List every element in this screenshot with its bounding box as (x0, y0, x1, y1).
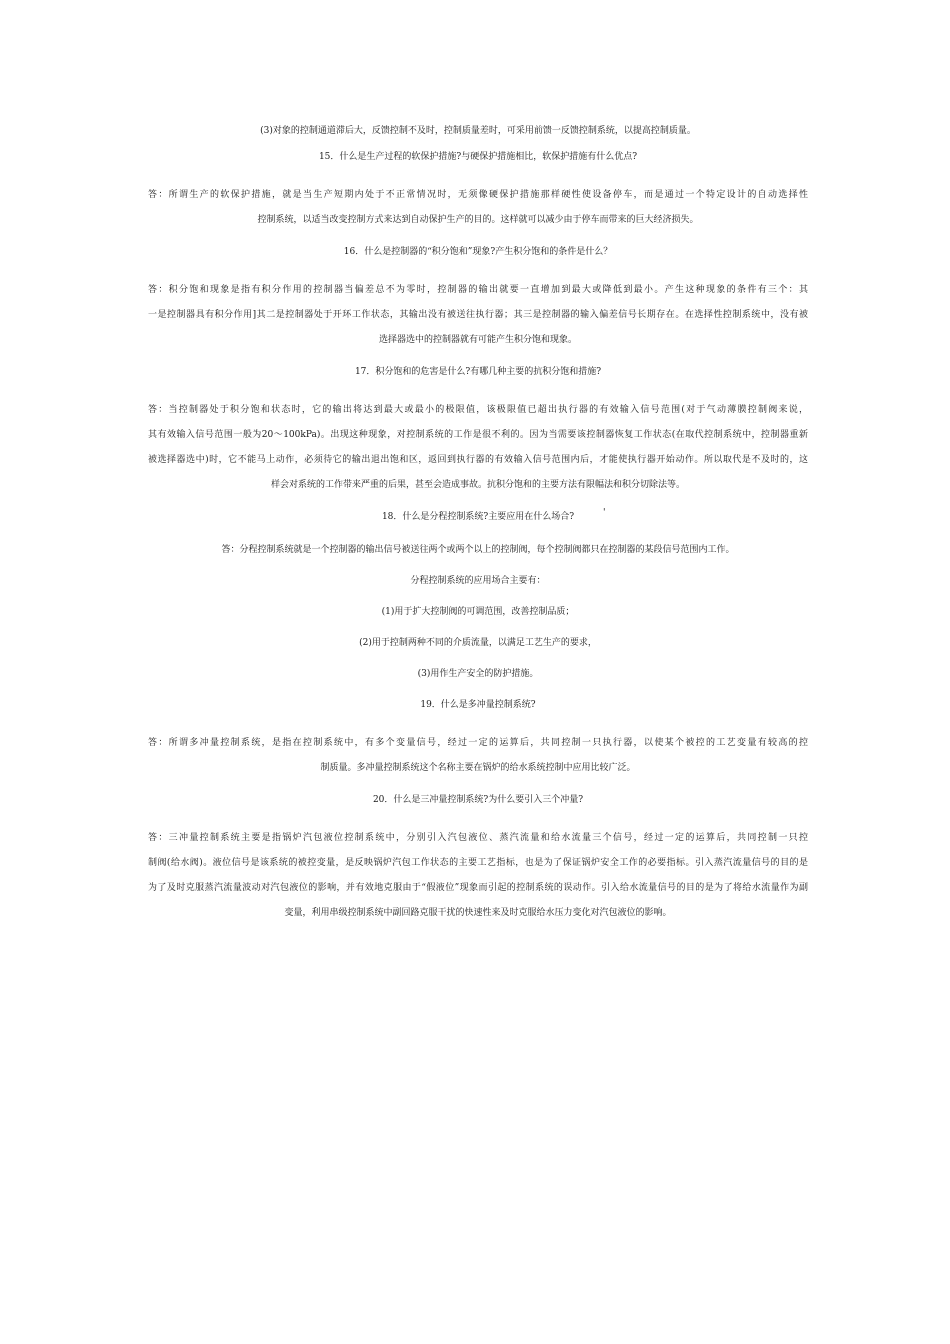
answer-17-line-2: 其有效输入信号范围一般为20～100kPa)。出现这种现象，对控制系统的工作是很不利的。因为当需要该控制器恢复工作状态(在取代控制系统中，控制器重新 (148, 430, 808, 440)
answer-17-line-4: 样会对系统的工作带来严重的后果，甚至会造成事故。抗积分饱和的主要方法有限幅法和积分切除法等。 (270, 480, 685, 490)
question-15: 15．什么是生产过程的软保护措施?与硬保护措施相比，软保护措施有什么优点? (318, 152, 638, 162)
answer-16-line-1: 答：积分饱和现象是指有积分作用的控制器当偏差总不为零时，控制器的输出就要一直增加到最大或降低到最小。产生这种现象的条件有三个：其 (148, 285, 808, 295)
document-body (148, 124, 808, 938)
answer-18: 答：分程控制系统就是一个控制器的输出信号被送往两个或两个以上的控制阀，每个控制阀都只在控制器的某段信号范围内工作。 (221, 545, 735, 555)
answer-17-line-1: 答：当控制器处于积分饱和状态时，它的输出将达到最大或最小的极限值，该极限值已超出执行器的有效输入信号范围(对于气动薄膜控制阀来说， (148, 405, 808, 415)
answer-16-line-3: 选择器选中的控制器就有可能产生积分饱和现象。 (378, 335, 577, 345)
question-18: 18．什么是分程控制系统?主要应用在什么场合? (381, 512, 575, 522)
question-20: 20．什么是三冲量控制系统?为什么要引入三个冲量? (372, 795, 584, 805)
answer-17-line-3: 被选择器选中)时，它不能马上动作，必须待它的输出退出饱和区，返回到执行器的有效输入信号范围内后，才能使执行器开始动作。所以取代是不及时的，这 (148, 455, 808, 465)
answer-20-line-2: 制阀(给水阀)。液位信号是该系统的被控变量，是反映锅炉汽包工作状态的主要工艺指标，也是为了保证锅炉安全工作的必要指标。引入蒸汽流量信号的目的是 (148, 858, 808, 868)
answer-18-item-1: (1)用于扩大控制阀的可调范围，改善控制品质； (381, 607, 575, 617)
answer-18-item-3: (3)用作生产安全的防护措施。 (417, 669, 539, 679)
answer-19 (148, 731, 808, 781)
answer-18-item-2: (2)用于控制两种不同的介质流量，以满足工艺生产的要求， (359, 638, 597, 648)
answer-16 (148, 278, 808, 353)
answer-19-line-1: 答：所谓多冲量控制系统，是指在控制系统中，有多个变量信号，经过一定的运算后，共同控制一只执行器，以使某个被控的工艺变量有较高的控 (148, 738, 808, 748)
answer-20-line-4: 变量，利用串级控制系统中副回路克服干扰的快速性来及时克服给水压力变化对汽包液位的影响。 (284, 908, 672, 918)
answer-16-line-2: 一是控制器具有积分作用]其二是控制器处于开环工作状态，其输出没有被送往执行器；其三是控制器的输入偏差信号长期存在。在选择性控制系统中，没有被 (148, 310, 808, 320)
question-17: 17．积分饱和的危害是什么?有哪几种主要的抗积分饱和措施? (354, 367, 602, 377)
answer-14-item-3: (3)对象的控制通道滞后大，反馈控制不及时，控制质量差时，可采用前馈一反馈控制系统，以提高控制质量。 (260, 126, 696, 136)
answer-15-line-2: 控制系统，以适当改变控制方式来达到自动保护生产的目的。这样就可以减少由于停车而带来的巨大经济损失。 (257, 215, 699, 225)
answer-20-line-3: 为了及时克服蒸汽流量波动对汽包液位的影响，并有效地克服由于“假液位”现象而引起的控制系统的误动作。引入给水流量信号的目的是为了将给水流量作为副 (148, 883, 808, 893)
answer-15-line-1: 答：所谓生产的软保护措施，就是当生产短期内处于不正常情况时，无须像硬保护措施那样硬性使设备停车，而是通过一个特定设计的自动选择性 (148, 190, 808, 200)
question-19: 19．什么是多冲量控制系统? (420, 700, 536, 710)
answer-18-applications-heading: 分程控制系统的应用场合主要有： (410, 576, 546, 586)
stray-mark: ' (603, 508, 606, 518)
answer-19-line-2: 制质量。多冲量控制系统这个名称主要在锅炉的给水系统控制中应用比较广泛。 (320, 763, 636, 773)
question-16: 16．什么是控制器的“积分饱和”现象?产生积分饱和的条件是什么？ (343, 247, 613, 257)
answer-20 (148, 826, 808, 926)
answer-15 (148, 183, 808, 233)
answer-17 (148, 398, 808, 498)
answer-20-line-1: 答：三冲量控制系统主要是指锅炉汽包液位控制系统中，分别引入汽包液位、蒸汽流量和给水流量三个信号，经过一定的运算后，共同控制一只控 (148, 833, 808, 843)
